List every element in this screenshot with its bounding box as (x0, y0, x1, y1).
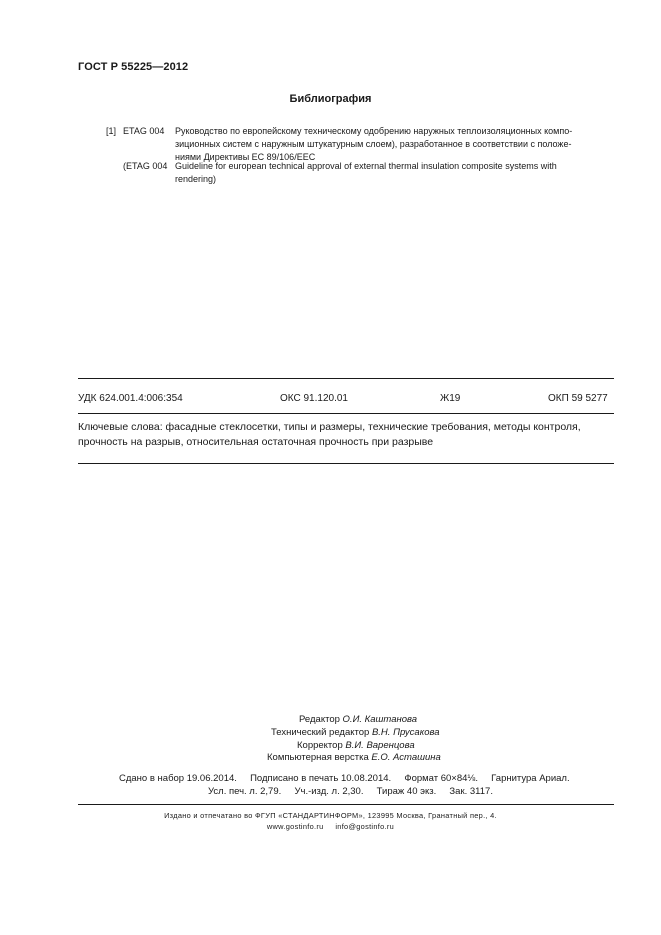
staff-role: Корректор (297, 740, 343, 751)
bibliography-title: Библиография (289, 93, 372, 105)
publication-info-1: Сдано в набор 19.06.2014. Подписано в печать 10.08.2014. Формат 60×84⅛. Гарнитура Ариал. (119, 773, 570, 784)
staff-role: Компьютерная верстка (267, 752, 369, 763)
publication-info-2: Усл. печ. л. 2,79. Уч.-изд. л. 2,30. Тираж 40 экз. Зак. 3117. (208, 786, 493, 797)
divider-bottom (78, 463, 614, 464)
ref-text-line: Руководство по европейскому техническому одобрению наружных теплоизоляционных компо- (175, 126, 573, 136)
staff-editor (299, 713, 417, 727)
ref-text-line: зиционных систем с наружным штукатурным слоем), разработанное в соответствии с положе- (175, 139, 572, 149)
imprint-address: Издано и отпечатано во ФГУП «СТАНДАРТИНФОРМ», 123995 Москва, Гранатный пер., 4. (164, 811, 497, 820)
staff-name: В.Н. Прусакова (371, 727, 440, 738)
ref-en-line: Guideline for european technical approval of external thermal insulation composite systems with (175, 161, 557, 171)
staff-tech-editor (271, 726, 440, 740)
udk-code: УДК 624.001.4:006:354 (78, 393, 183, 404)
imprint-contacts: www.gostinfo.ru info@gostinfo.ru (266, 822, 395, 831)
ref-text-en (175, 160, 557, 186)
ref-en-code: (ETAG 004 (123, 161, 168, 171)
staff-role: Технический редактор (271, 727, 370, 738)
staff-name: В.И. Варенцова (345, 740, 415, 751)
zh-code: Ж19 (440, 393, 461, 404)
staff-name: О.И. Каштанова (342, 714, 418, 725)
staff-layout (267, 751, 441, 765)
keywords-line: Ключевые слова: фасадные стеклосетки, типы и размеры, технические требования, методы контроля, (78, 421, 581, 433)
keywords (78, 420, 614, 450)
ref-text-line: ниями Директивы ЕС 89/106/ЕЕС (175, 152, 316, 162)
ref-text-ru (175, 125, 614, 164)
staff-role: Редактор (299, 714, 340, 725)
standard-number: ГОСТ Р 55225—2012 (78, 61, 189, 73)
ref-number: [1] (106, 126, 117, 136)
oks-code: ОКС 91.120.01 (280, 393, 348, 404)
divider-middle (78, 413, 614, 414)
divider-imprint (78, 804, 614, 805)
divider-top (78, 378, 614, 379)
okp-code: ОКП 59 5277 (548, 393, 608, 404)
ref-en-line: rendering) (175, 174, 217, 184)
ref-code: ETAG 004 (123, 126, 165, 136)
staff-name: Е.О. Асташина (371, 752, 441, 763)
keywords-line: прочность на разрыв, относительная остаточная прочность при разрыве (78, 436, 434, 448)
